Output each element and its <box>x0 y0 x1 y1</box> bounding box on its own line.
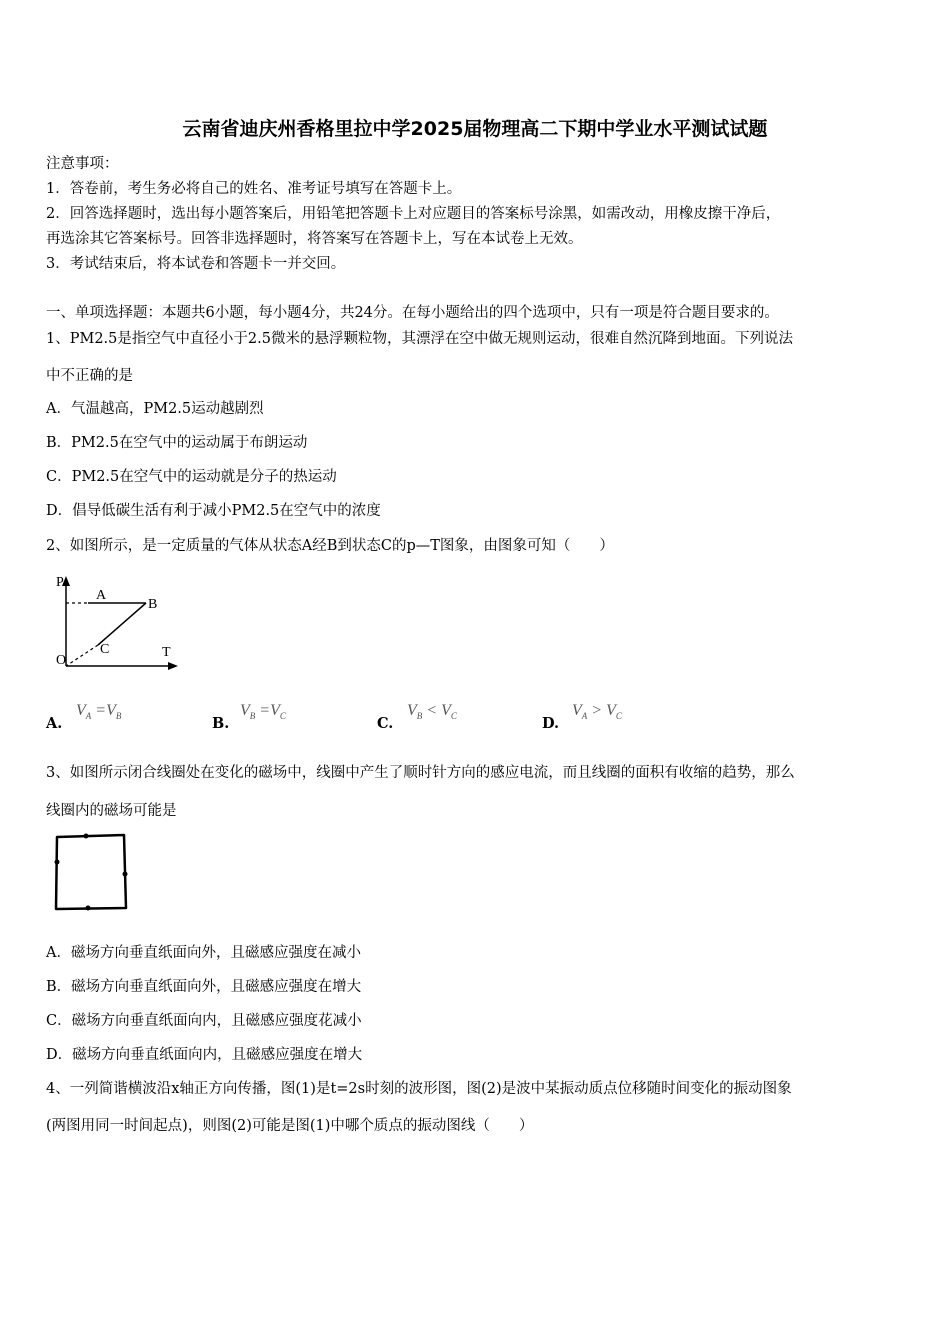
q3-option-b: B．磁场方向垂直纸面向外，且磁感应强度在增大 <box>46 979 362 995</box>
coil-figure <box>50 830 132 915</box>
coil-dot <box>84 834 89 839</box>
notice-item: 3．考试结束后，将本试卷和答题卡一并交回。 <box>46 256 346 272</box>
p-axis-label: P <box>56 575 64 590</box>
option-label: C. <box>377 715 394 732</box>
q4-stem-cont: (两图用同一时间起点)，则图(2)可能是图(1)中哪个质点的振动图线（ ） <box>46 1118 534 1134</box>
option-formula: $V_A =V_B$ <box>76 702 122 722</box>
q3-stem: 3、如图所示闭合线圈处在变化的磁场中，线圈中产生了顺时针方向的感应电流，而且线圈的面积有收缩的趋势，那么 <box>46 765 795 781</box>
page-title: 云南省迪庆州香格里拉中学2025届物理高二下期中学业水平测试试题 <box>182 118 768 140</box>
point-c-label: C <box>100 642 110 657</box>
t-axis-label: T <box>162 645 171 660</box>
notice-item: 再选涂其它答案标号。回答非选择题时，将答案写在答题卡上，写在本试卷上无效。 <box>46 231 583 247</box>
q1-option-c: C．PM2.5在空气中的运动就是分子的热运动 <box>46 469 337 485</box>
q1-stem-cont: 中不正确的是 <box>46 368 133 384</box>
q1-option-b: B．PM2.5在空气中的运动属于布朗运动 <box>46 435 308 451</box>
pt-graph-figure <box>50 570 190 680</box>
q1-option-a: A．气温越高，PM2.5运动越剧烈 <box>46 401 264 417</box>
option-label: A. <box>46 715 63 732</box>
coil-dot <box>86 906 91 911</box>
notice-heading: 注意事项： <box>46 156 119 172</box>
extrapolation-dashed-line <box>66 645 98 666</box>
notice-item: 1．答卷前，考生务必将自己的姓名、准考证号填写在答题卡上。 <box>46 181 462 197</box>
option-label: B. <box>212 715 230 732</box>
option-label: D. <box>542 715 560 732</box>
q3-stem-cont: 线圈内的磁场可能是 <box>46 803 177 819</box>
coil-dot <box>55 860 60 865</box>
segment-bc <box>98 603 146 645</box>
q3-option-a: A．磁场方向垂直纸面向外，且磁感应强度在减小 <box>46 945 361 961</box>
option-formula: $V_B =V_C$ <box>240 702 286 722</box>
section-heading: 一、单项选择题：本题共6小题，每小题4分，共24分。在每小题给出的四个选项中，只有一项是符合题目要求的。 <box>46 305 779 321</box>
t-axis-arrow <box>168 662 178 670</box>
notice-item: 2．回答选择题时，选出每小题答案后，用铅笔把答题卡上对应题目的答案标号涂黑，如需改动，用橡皮擦干净后， <box>46 206 781 222</box>
coil-dot <box>123 872 128 877</box>
q4-stem: 4、一列简谐横波沿x轴正方向传播，图(1)是t=2s时刻的波形图，图(2)是波中某振动质点位移随时间变化的振动图象 <box>46 1081 792 1097</box>
q1-stem: 1、PM2.5是指空气中直径小于2.5微米的悬浮颗粒物，其漂浮在空中做无规则运动，很难自然沉降到地面。下列说法 <box>46 331 793 347</box>
option-formula: $V_B < V_C$ <box>407 702 457 722</box>
point-a-label: A <box>96 588 107 603</box>
q1-option-d: D．倡导低碳生活有利于减小PM2.5在空气中的浓度 <box>46 503 381 519</box>
q2-stem: 2、如图所示，是一定质量的气体从状态A经B到状态C的p—T图象，由图象可知（ ） <box>46 538 614 554</box>
closed-coil <box>56 835 126 909</box>
q3-option-d: D．磁场方向垂直纸面向内，且磁感应强度在增大 <box>46 1047 363 1063</box>
point-b-label: B <box>148 597 158 612</box>
q3-option-c: C．磁场方向垂直纸面向内，且磁感应强度花减小 <box>46 1013 362 1029</box>
option-formula: $V_A > V_C$ <box>572 702 622 722</box>
origin-label: O <box>56 653 67 668</box>
